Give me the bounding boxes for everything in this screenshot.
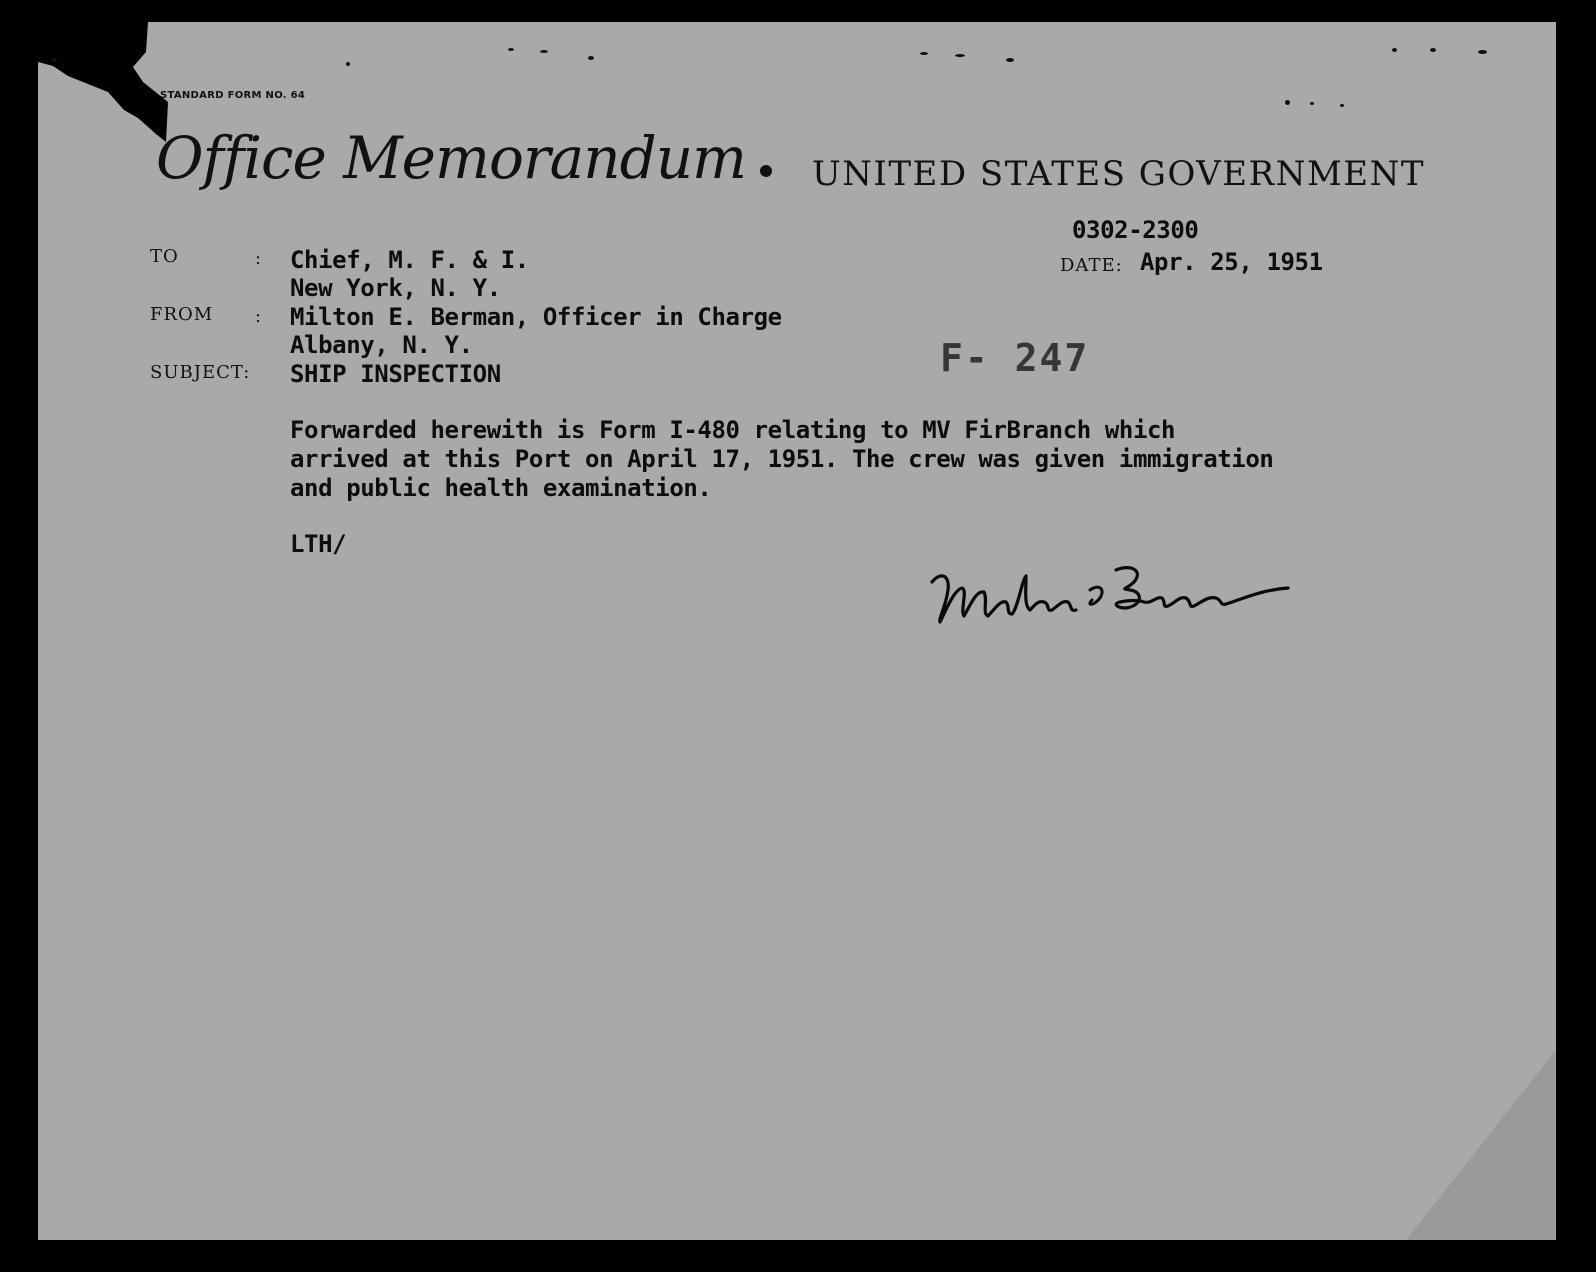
from-line-2: Albany, N. Y. [290, 331, 473, 359]
speck [540, 50, 548, 53]
speck [508, 48, 514, 51]
government-title: UNITED STATES GOVERNMENT [812, 154, 1426, 194]
handwritten-signature [930, 560, 1310, 650]
from-label: FROM [150, 304, 214, 325]
speck [920, 52, 928, 55]
to-colon: : [255, 248, 262, 269]
speck [1310, 102, 1314, 105]
speck [1006, 58, 1014, 62]
speck [1392, 48, 1397, 52]
to-line-1: Chief, M. F. & I. [290, 246, 529, 274]
body-line-2: arrived at this Port on April 17, 1951. The crew was given immigration [290, 445, 1274, 473]
body-line-1: Forwarded herewith is Form I-480 relating to MV FirBranch which [290, 416, 1176, 444]
speck [1478, 50, 1487, 54]
speck [346, 62, 350, 66]
file-stamp: F- 247 [940, 336, 1090, 380]
file-number: 0302-2300 [1072, 216, 1199, 244]
to-label: TO [150, 246, 179, 267]
from-colon: : [255, 306, 262, 327]
speck [1285, 100, 1290, 105]
speck [1340, 104, 1344, 107]
subject-value: SHIP INSPECTION [290, 360, 501, 388]
date-label: DATE: [1060, 255, 1123, 276]
page-shadow [1406, 1050, 1556, 1240]
subject-label: SUBJECT: [150, 362, 251, 383]
typist-initials: LTH/ [290, 530, 347, 558]
speck [588, 56, 594, 60]
body-line-3: and public health examination. [290, 474, 712, 502]
speck [1430, 48, 1436, 52]
bullet-dot [760, 165, 772, 177]
date-value: Apr. 25, 1951 [1140, 248, 1323, 276]
memo-body [290, 416, 1440, 503]
memo-sheet [38, 22, 1556, 1240]
form-number: STANDARD FORM NO. 64 [160, 90, 306, 101]
from-line-1: Milton E. Berman, Officer in Charge [290, 303, 782, 331]
memo-title: Office Memorandum [156, 124, 747, 192]
torn-corner [38, 22, 168, 162]
speck [52, 57, 57, 62]
to-line-2: New York, N. Y. [290, 274, 501, 302]
speck [955, 54, 965, 57]
